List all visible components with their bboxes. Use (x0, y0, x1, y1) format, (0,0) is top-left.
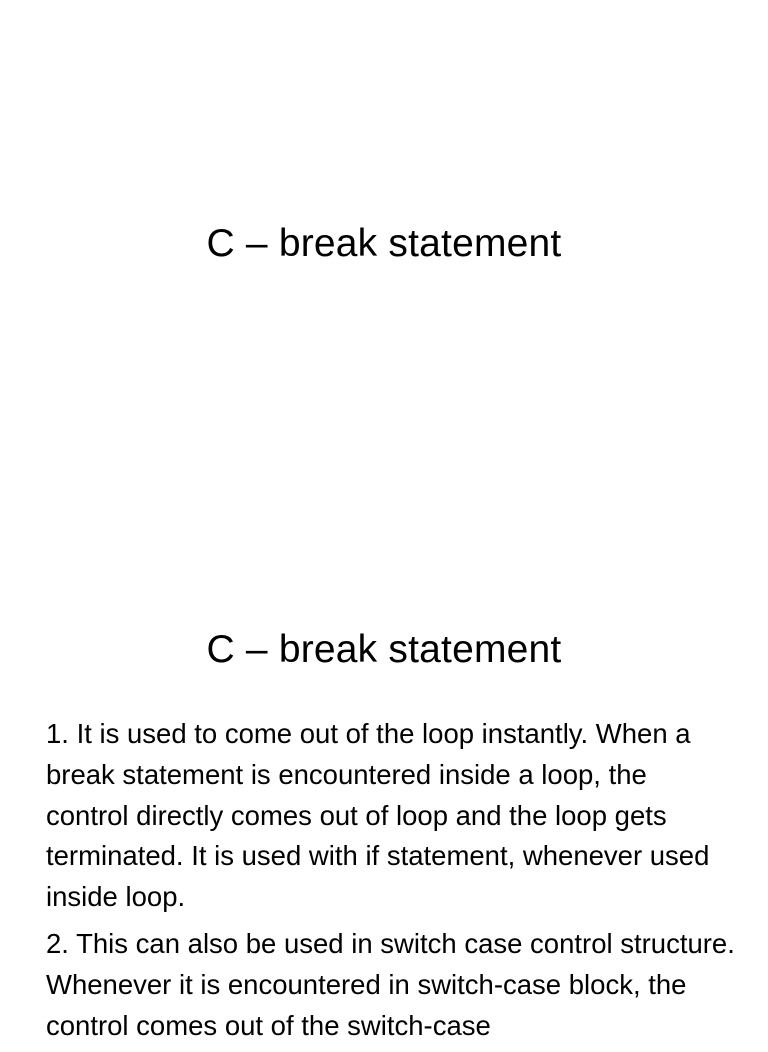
slide-title: C – break statement (206, 222, 562, 265)
slide-content-page (0, 576, 768, 1041)
slide-title: C – break statement (206, 628, 562, 671)
paragraph-point-1: 1. It is used to come out of the loop instantly. When a break statement is encountered inside a loop, the control directly comes out of loop and the loop gets terminated. It is used with if statement, whenever used inside loop. (46, 718, 710, 913)
paragraph-point-2: 2. This can also be used in switch case control structure. Whenever it is encountered in switch-case block, the control comes out of the switch-case (46, 927, 735, 1041)
slide-body (46, 714, 736, 1052)
